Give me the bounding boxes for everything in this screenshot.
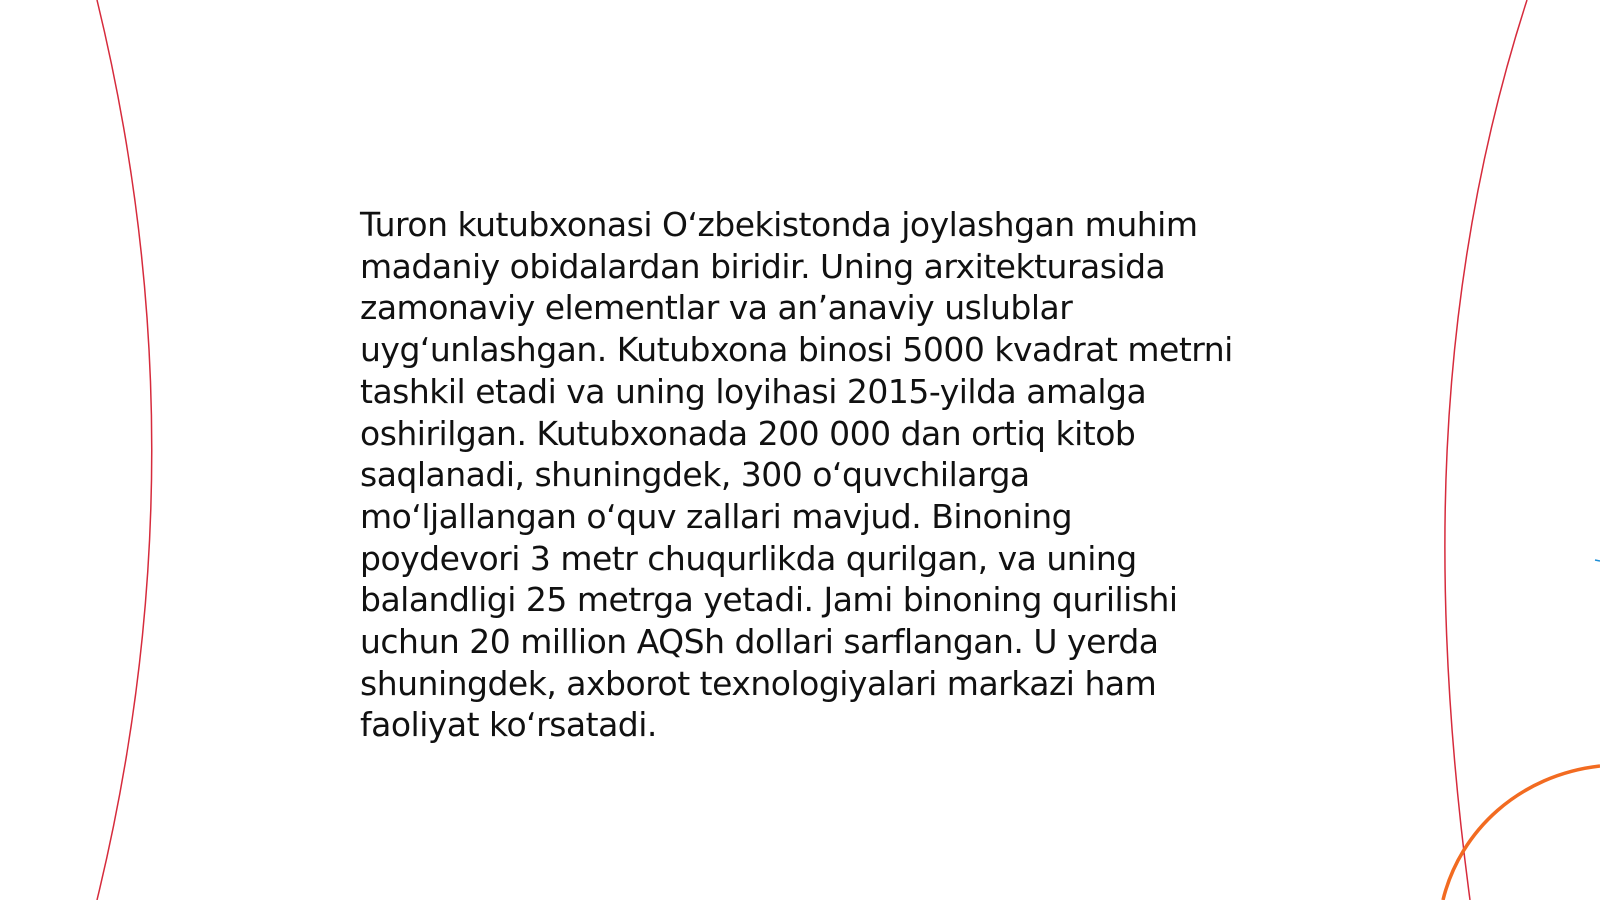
paragraph-line: tashkil etadi va uning loyihasi 2015-yilda amalga: [360, 371, 1147, 411]
paragraph-line: Turon kutubxonasi O‘zbekistonda joylashgan muhim: [360, 205, 1198, 244]
paragraph-line: oshirilgan. Kutubxonada 200 000 dan ortiq kitob: [360, 413, 1136, 453]
paragraph-line: poydevori 3 metr chuqurlikda qurilgan, va uning: [360, 538, 1137, 578]
orange-arc: [1443, 766, 1600, 900]
paragraph-line: shuningdek, axborot texnologiyalari markazi ham: [360, 663, 1157, 703]
paragraph-line: faoliyat ko‘rsatadi.: [360, 705, 657, 745]
left-curve: [97, 0, 152, 900]
paragraph-line: saqlanadi, shuningdek, 300 o‘quvchilarga: [360, 455, 1030, 495]
right-curve: [1445, 0, 1527, 900]
paragraph-line: madaniy obidalardan biridir. Uning arxitekturasida: [360, 246, 1166, 286]
body-paragraph: [360, 204, 1260, 746]
paragraph-line: uchun 20 million AQSh dollari sarflangan. U yerda: [360, 622, 1159, 662]
paragraph-line: zamonaviy elementlar va an’anaviy uslublar: [360, 288, 1073, 328]
paragraph-line: uyg‘unlashgan. Kutubxona binosi 5000 kvadrat metrni: [360, 330, 1233, 370]
paragraph-line: balandligi 25 metrga yetadi. Jami binoning qurilishi: [360, 580, 1178, 620]
paragraph-line: mo‘ljallangan o‘quv zallari mavjud. Binoning: [360, 496, 1073, 536]
blue-accent-mark: [1595, 560, 1600, 561]
